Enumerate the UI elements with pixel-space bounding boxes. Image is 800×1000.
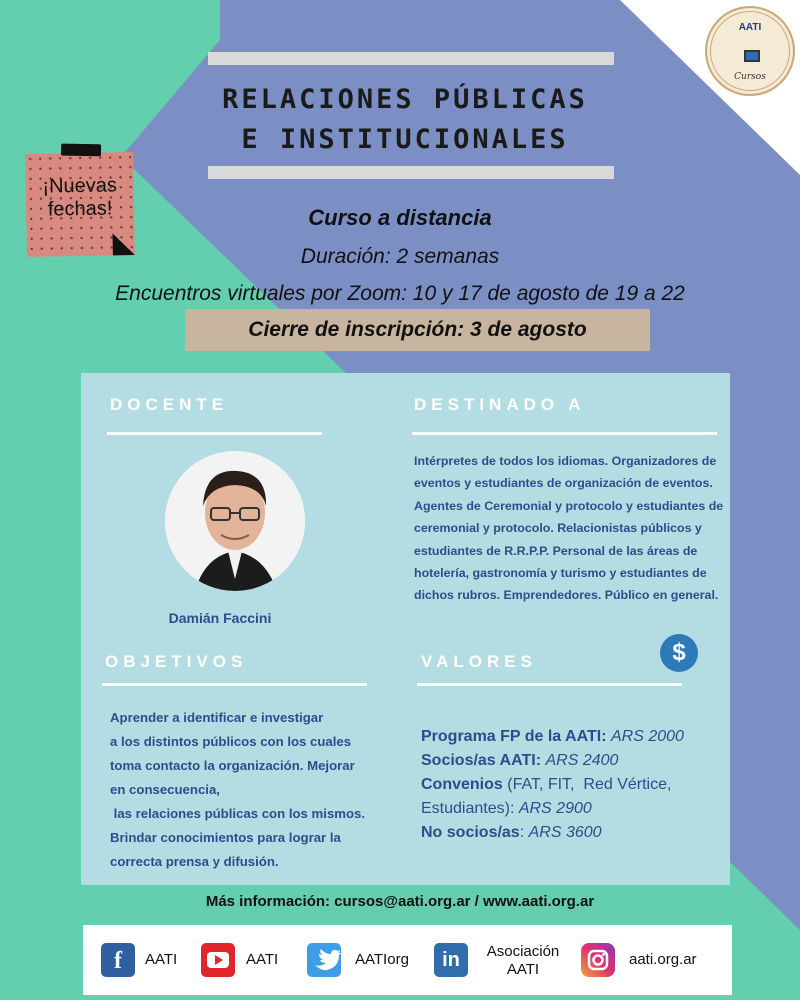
destinado-divider	[412, 432, 717, 435]
title-top-bar	[208, 52, 614, 65]
price-convenios-cont: Estudiantes): ARS 2900	[421, 800, 592, 817]
price-list	[421, 725, 721, 845]
zoom-meetings: Encuentros virtuales por Zoom: 10 y 17 de agosto de 19 a 22	[115, 282, 685, 305]
social-bar	[83, 925, 732, 995]
teacher-name: Damián Faccini	[168, 610, 272, 626]
objectives-line: las relaciones públicas con los mismos.	[110, 806, 366, 821]
instagram-icon[interactable]	[581, 943, 615, 977]
objectives-line: en consecuencia,	[110, 782, 220, 797]
instagram-label[interactable]: aati.org.ar	[629, 951, 697, 968]
twitter-icon[interactable]	[307, 943, 341, 977]
sticky-note-text: ¡Nuevas fechas!	[42, 174, 118, 221]
valores-heading: VALORES	[421, 652, 537, 671]
audience-text: Intérpretes de todos los idiomas. Organizadores de eventos y estudiantes de organización de eventos. Agentes de Ceremonial y protocolo y estudiantes de ceremonial y protocolo. Relacionistas públicos y estudiantes de R.R.P.P. Personal de las áreas de hotelería, gastronomía y turismo y estudiantes de dichos rubros. Emprendedores. Público en general.	[414, 454, 724, 603]
price-convenios: Convenios (FAT, FIT, Red Vértice,	[421, 776, 672, 793]
logo-text: AATI	[738, 22, 762, 33]
youtube-icon[interactable]	[201, 943, 235, 977]
price-nosocios: No socios/as: ARS 3600	[421, 824, 602, 841]
logo-caption: Cursos	[734, 72, 766, 82]
youtube-label[interactable]: AATI	[246, 951, 279, 968]
linkedin-label[interactable]: Asociación AATI	[486, 943, 560, 978]
objectives-line: toma contacto la organización. Mejorar	[110, 758, 355, 773]
dollar-icon: $	[660, 634, 698, 672]
registration-deadline: Cierre de inscripción: 3 de agosto	[185, 309, 650, 351]
price-socios: Socios/as AATI: ARS 2400	[421, 752, 619, 769]
course-type: Curso a distancia	[308, 205, 492, 230]
objectives-line: Aprender a identificar e investigar	[110, 710, 324, 725]
destinado-heading: DESTINADO A	[414, 395, 586, 414]
valores-divider	[417, 683, 682, 686]
aati-logo	[705, 6, 795, 96]
objectives-line: a los distintos públicos con los cuales	[110, 734, 352, 749]
objetivos-divider	[102, 683, 367, 686]
title-line-1: RELACIONES PÚBLICAS	[222, 84, 588, 115]
title-line-2: E INSTITUCIONALES	[241, 124, 569, 155]
teacher-photo	[165, 451, 305, 591]
facebook-label[interactable]: AATI	[145, 951, 178, 968]
tape-icon	[61, 144, 101, 157]
page-title	[160, 80, 650, 160]
twitter-label[interactable]: AATIorg	[355, 951, 409, 968]
course-duration: Duración: 2 semanas	[300, 245, 500, 268]
facebook-icon[interactable]: f	[101, 943, 135, 977]
title-bottom-bar	[208, 166, 614, 179]
objectives-line: correcta prensa y difusión.	[110, 854, 279, 869]
price-fp: Programa FP de la AATI: ARS 2000	[421, 728, 684, 745]
linkedin-icon[interactable]: in	[434, 943, 468, 977]
docente-heading: DOCENTE	[110, 395, 229, 414]
monitor-icon	[744, 50, 760, 62]
objectives-text	[110, 706, 380, 874]
objetivos-heading: OBJETIVOS	[105, 652, 248, 671]
docente-divider	[107, 432, 322, 435]
objectives-line: Brindar conocimientos para lograr la	[110, 830, 341, 845]
more-info[interactable]: Más información: cursos@aati.org.ar / www.aati.org.ar	[205, 893, 595, 910]
